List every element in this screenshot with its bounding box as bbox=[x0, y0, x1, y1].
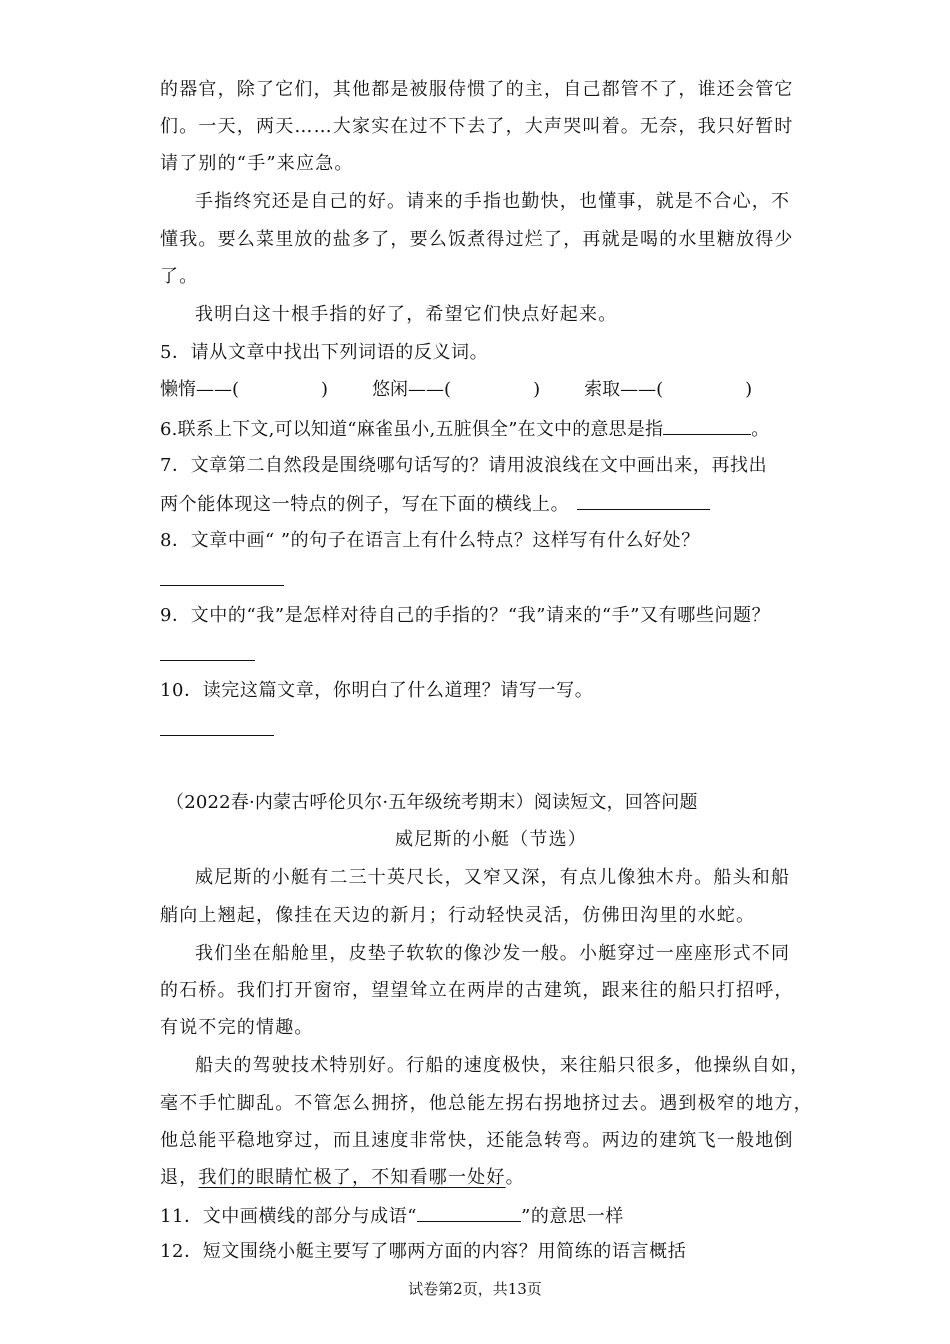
passage-line: 毫不手忙脚乱。不管怎么拥挤，他总能左拐右拐地挤过去。遇到极窄的地方， bbox=[160, 1093, 813, 1114]
q6-answer-blank[interactable] bbox=[663, 416, 751, 435]
question-7-text: 两个能体现这一特点的例子，写在下面的横线上。 bbox=[160, 494, 570, 515]
question-6-text: 6.联系上下文,可以知道“麻雀虽小,五脏俱全”在文中的意思是指 bbox=[160, 419, 664, 440]
question-5-items bbox=[160, 378, 800, 402]
passage-line: 请了别的“手”来应急。 bbox=[160, 153, 354, 174]
passage-line: 我们坐在船舱里，皮垫子软软的像沙发一般。小艇穿过一座座形式不同 bbox=[195, 943, 791, 964]
q5-item-2-open: 悠闲——( bbox=[372, 379, 452, 400]
question-11 bbox=[160, 1203, 800, 1229]
passage-title: 威尼斯的小艇（节选） bbox=[395, 829, 587, 850]
passage-line: 懂我。要么菜里放的盐多了，要么饭煮得过烂了，再就是喝的水里糖放得少 bbox=[160, 229, 794, 250]
question-11-text-b: ”的意思一样 bbox=[521, 1206, 624, 1227]
passage-line: 们。一天，两天……大家实在过不下去了，大声哭叫着。无奈，我只好暂时 bbox=[160, 116, 794, 137]
question-6-end: 。 bbox=[751, 419, 770, 440]
passage-line: 他总能平稳地穿过，而且速度非常快，还能急转弯。两边的建筑飞一般地倒 bbox=[160, 1130, 794, 1151]
section-source: （2022春·内蒙古呼伦贝尔·五年级统考期末）阅读短文，回答问题 bbox=[166, 792, 698, 813]
passage-text: 退， bbox=[160, 1167, 199, 1188]
question-8-text-a: 8．文章中画“ bbox=[160, 530, 275, 551]
q5-item-1-open: 懒惰——( bbox=[160, 379, 240, 400]
passage-line: 手指终究还是自己的好。请来的手指也勤快，也懂事，就是不合心，不 bbox=[195, 191, 791, 212]
q5-item-3-close: ) bbox=[745, 379, 753, 400]
passage-line: 艄向上翘起，像挂在天边的新月；行动轻快灵活，仿佛田沟里的水蛇。 bbox=[160, 905, 756, 926]
q5-item-3-open: 索取——( bbox=[584, 379, 664, 400]
question-7-line-2 bbox=[160, 491, 800, 517]
underlined-sentence: 我们的眼睛忙极了，不知看哪一处好 bbox=[198, 1167, 506, 1188]
q9-answer-blank[interactable] bbox=[160, 660, 255, 661]
question-12: 12．短文围绕小艇主要写了哪两方面的内容？用简练的语言概括 bbox=[160, 1241, 687, 1262]
question-5: 5．请从文章中找出下列词语的反义词。 bbox=[160, 342, 489, 363]
passage-line: 我明白这十根手指的好了，希望它们快点好起来。 bbox=[195, 304, 618, 325]
passage-line: 威尼斯的小艇有二三十英尺长，又窄又深，有点儿像独木舟。船头和船 bbox=[195, 867, 791, 888]
page-footer: 试卷第2页，共13页 bbox=[408, 1280, 542, 1298]
q10-answer-blank[interactable] bbox=[160, 735, 274, 736]
q5-item-1-close: ) bbox=[321, 379, 329, 400]
question-11-text-a: 11．文中画横线的部分与成语“ bbox=[160, 1206, 418, 1227]
passage-line: 的器官，除了它们，其他都是被服侍惯了的主，自己都管不了，谁还会管它 bbox=[160, 79, 794, 100]
passage-line bbox=[160, 1166, 800, 1190]
passage-line: 的石桥。我们打开窗帘，望望耸立在两岸的古建筑，跟来往的船只打招呼， bbox=[160, 980, 794, 1001]
passage-line: 了。 bbox=[160, 266, 199, 287]
q8-answer-blank[interactable] bbox=[160, 585, 284, 586]
question-8 bbox=[160, 529, 800, 553]
passage-line: 有说不完的情趣。 bbox=[160, 1017, 314, 1038]
passage-line: 船夫的驾驶技术特别好。行船的速度极快，来往船只很多，他操纵自如， bbox=[195, 1055, 810, 1076]
question-8-text-b: ”的句子在语言上有什么特点？这样写有什么好处？ bbox=[280, 530, 700, 551]
q11-answer-blank[interactable] bbox=[417, 1203, 521, 1222]
q7-answer-blank[interactable] bbox=[577, 491, 710, 510]
passage-text: 。 bbox=[505, 1167, 525, 1188]
question-6 bbox=[160, 416, 800, 442]
question-9: 9．文中的“我”是怎样对待自己的手指的？“我”请来的“手”又有哪些问题？ bbox=[160, 605, 771, 626]
question-10: 10．读完这篇文章，你明白了什么道理？请写一写。 bbox=[160, 680, 594, 701]
q5-item-2-close: ) bbox=[533, 379, 541, 400]
question-7-line-1: 7．文章第二自然段是围绕哪句话写的？请用波浪线在文中画出来，再找出 bbox=[160, 455, 768, 476]
